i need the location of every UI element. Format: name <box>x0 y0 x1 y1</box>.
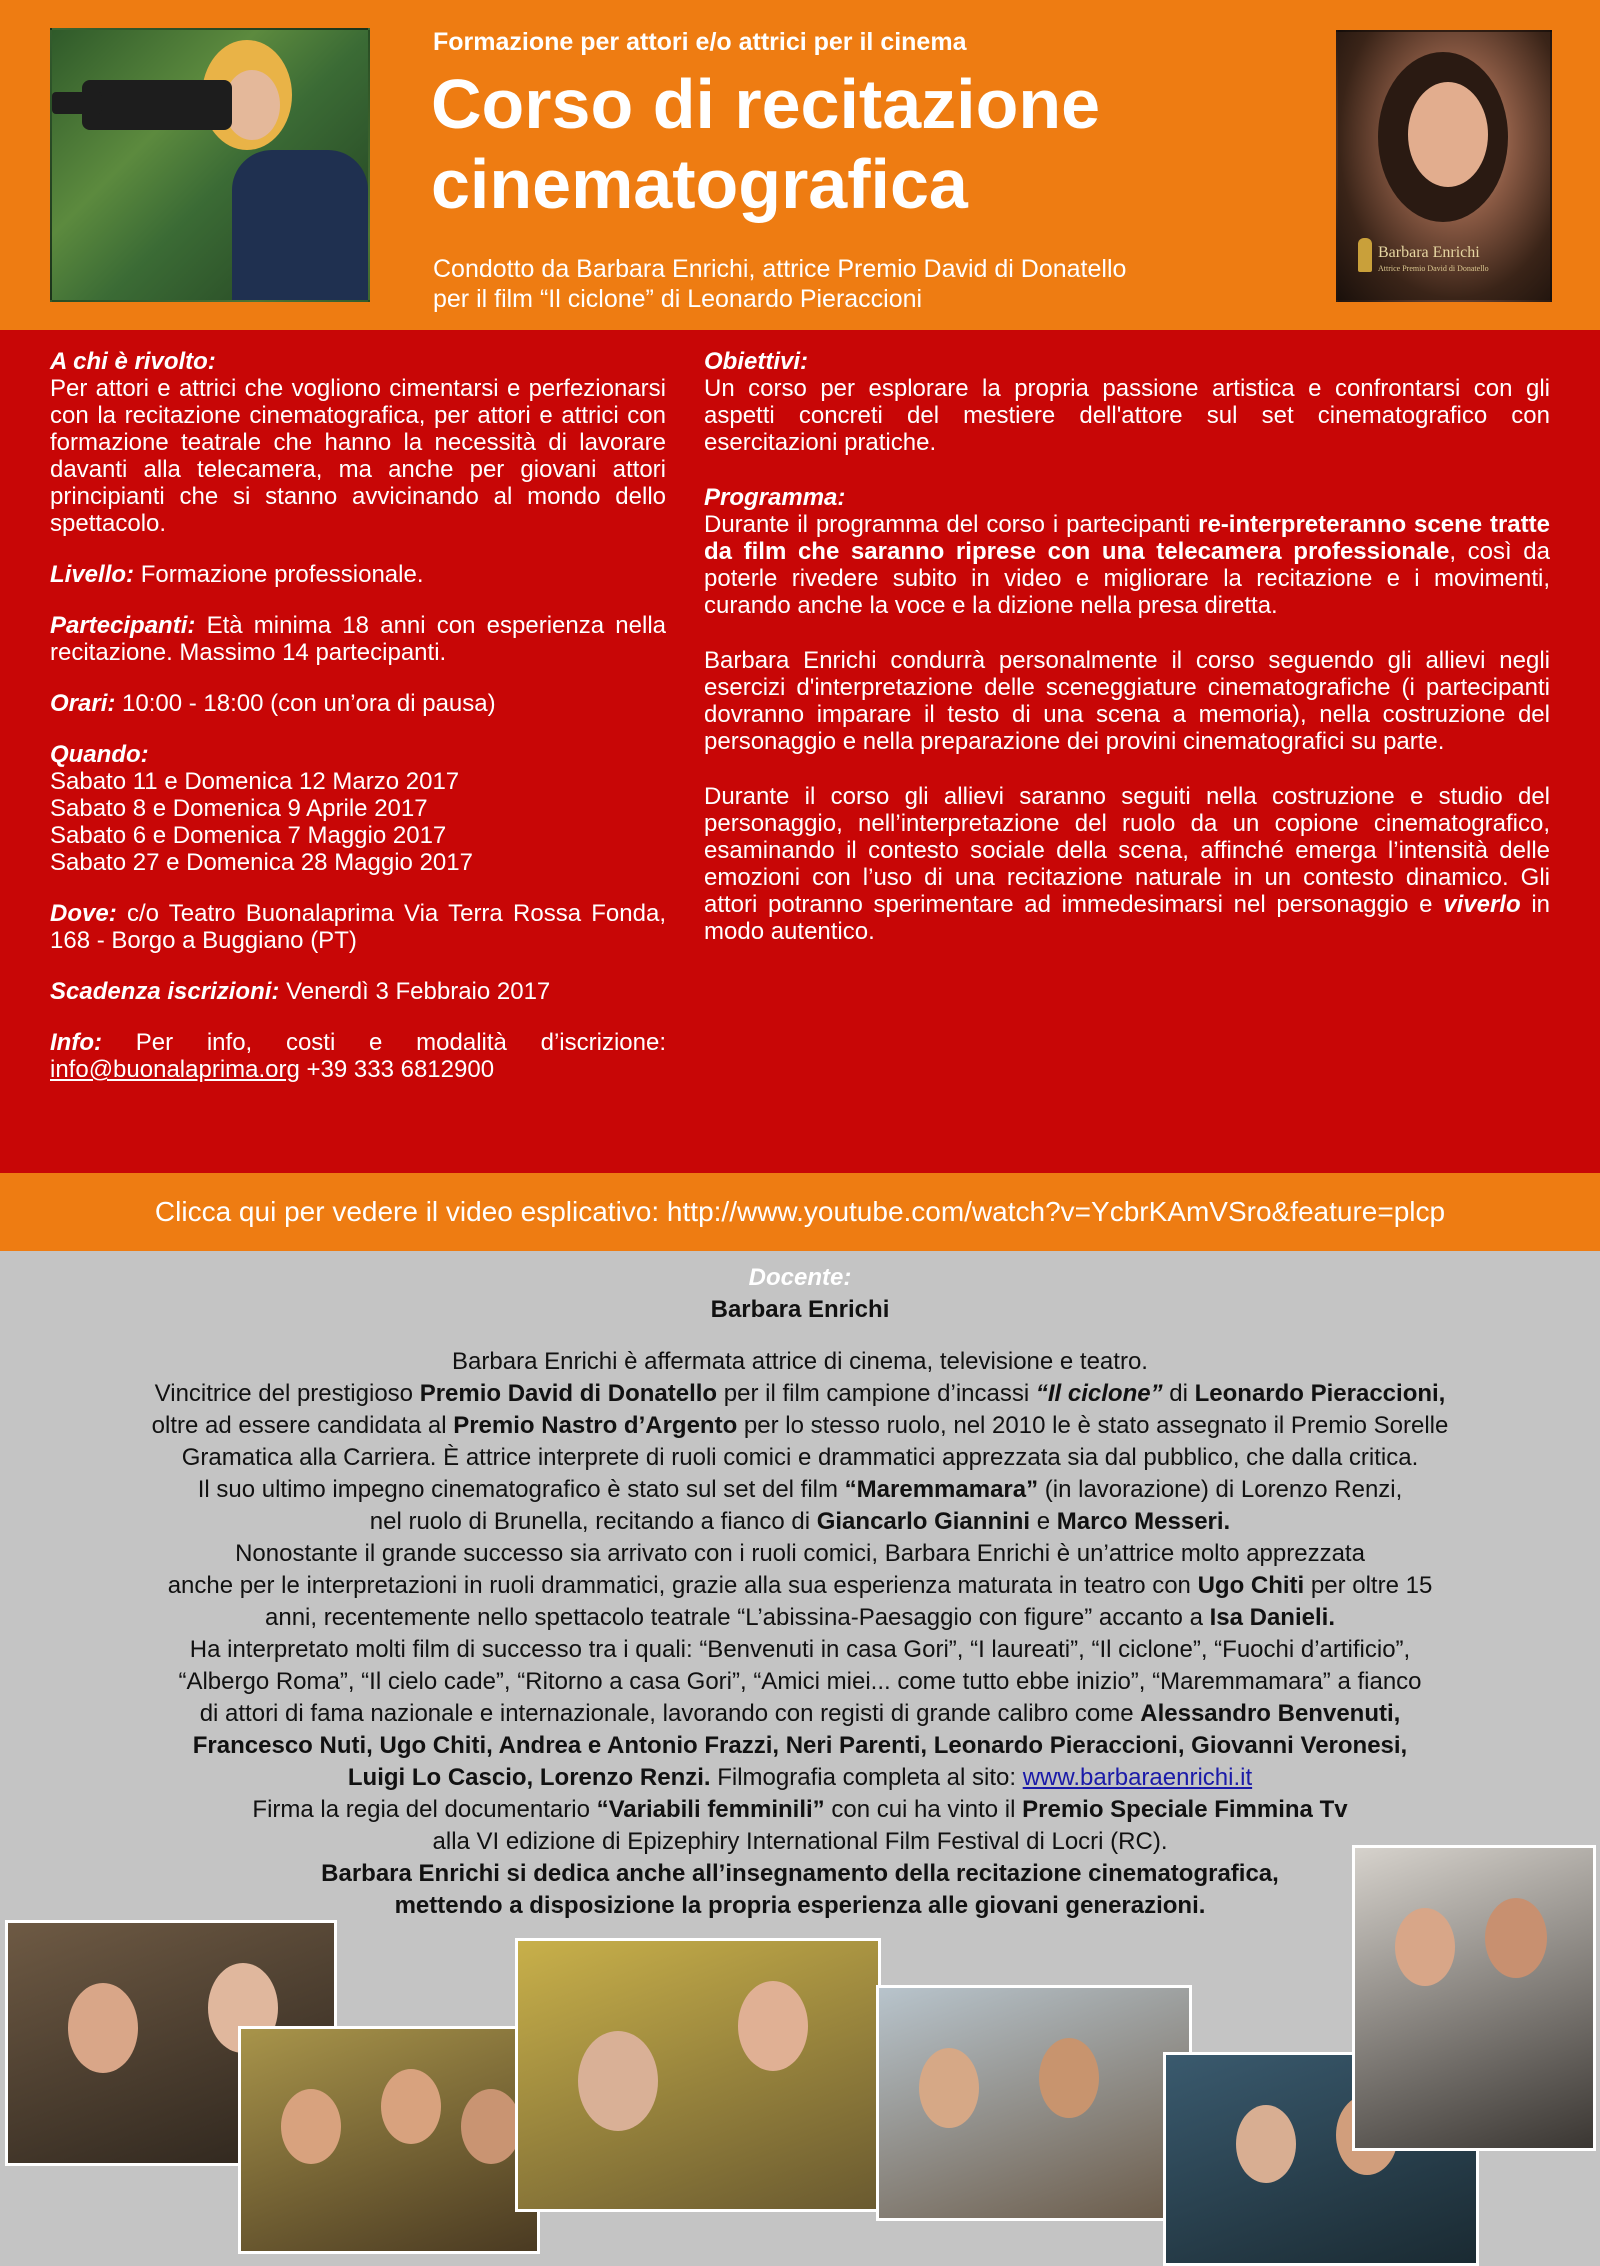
film-still-photo <box>238 2026 540 2254</box>
program-text-bold: re-interpreteranno scene tratte da film che saranno riprese con una telecamera professionale <box>704 511 1550 565</box>
participants-label: Partecipanti: <box>50 612 196 639</box>
participants-text: Età minima 18 anni con esperienza nella recitazione. Massimo 14 partecipanti. <box>50 612 666 666</box>
info-text: Per info, costi e modalità d’iscrizione: <box>135 1029 667 1056</box>
program-paragraph-3 <box>704 783 1550 945</box>
bio-line: anni, recentemente nello spettacolo teatrale “L’abissina-Paesaggio con figure” accanto a Isa Danieli. <box>265 1604 1335 1631</box>
face-shape <box>224 70 280 140</box>
when-section <box>50 741 666 876</box>
pre-title: Formazione per attori e/o attrici per il cinema <box>433 28 967 56</box>
hours-section <box>50 690 666 717</box>
date-item: Sabato 6 e Domenica 7 Maggio 2017 <box>50 822 447 849</box>
website-link[interactable]: www.barbaraenrichi.it <box>1022 1764 1253 1791</box>
bio-line: nel ruolo di Brunella, recitando a fianco di Giancarlo Giannini e Marco Messeri. <box>369 1508 1231 1535</box>
bio-line: alla VI edizione di Epizephiry International Film Festival di Locri (RC). <box>432 1828 1168 1855</box>
deadline-section <box>50 978 666 1005</box>
header-band <box>0 0 1600 330</box>
subtitle-line-1: Condotto da Barbara Enrichi, attrice Premio David di Donatello <box>433 255 1127 283</box>
teacher-section <box>40 1262 1560 1922</box>
camera-lens-shape <box>52 92 102 114</box>
deadline-label: Scadenza iscrizioni: <box>50 978 280 1005</box>
bio-line: Il suo ultimo impegno cinematografico è stato sul set del film “Maremmamara” (in lavorazione) di Lorenzo Renzi, <box>197 1476 1403 1503</box>
portrait-face-shape <box>1408 82 1488 187</box>
program-section <box>704 484 1550 619</box>
camera-operator-photo <box>50 28 370 302</box>
date-item: Sabato 27 e Domenica 28 Maggio 2017 <box>50 849 473 876</box>
level-text: Formazione professionale. <box>140 561 424 588</box>
right-column <box>704 348 1550 969</box>
teacher-name: Barbara Enrichi <box>710 1296 890 1323</box>
para3-text-post: in modo autentico. <box>704 891 1551 945</box>
program-text-pre: Durante il programma del corso i partecipanti <box>704 511 1191 538</box>
info-phone: +39 333 6812900 <box>306 1056 495 1083</box>
target-label: A chi è rivolto: <box>50 348 216 375</box>
objectives-text: Un corso per esplorare la propria passione artistica e confrontarsi con gli aspetti concreti del mestiere dell'attore sul set cinematografico con esercitazioni pratiche. <box>704 375 1550 456</box>
film-still-photo <box>1352 1845 1596 2151</box>
bio-line: Ha interpretato molti film di successo tra i quali: “Benvenuti in casa Gori”, “I laureati”, “Il ciclone”, “Fuochi d’artificio”, <box>189 1636 1411 1663</box>
participants-section <box>50 612 666 666</box>
bio-line: Firma la regia del documentario “Variabili femminili” con cui ha vinto il Premio Speciale Fimmina Tv <box>252 1796 1348 1823</box>
portrait-caption-small: Attrice Premio David di Donatello <box>1378 264 1489 273</box>
bio-line: oltre ad essere candidata al Premio Nastro d’Argento per lo stesso ruolo, nel 2010 le è stato assegnato il Premio Sorelle <box>151 1412 1449 1439</box>
left-column <box>50 348 666 1107</box>
level-label: Livello: <box>50 561 135 588</box>
date-item: Sabato 8 e Domenica 9 Aprile 2017 <box>50 795 428 822</box>
program-label: Programma: <box>704 484 846 511</box>
bio-line: mettendo a disposizione la propria esperienza alle giovani generazioni. <box>394 1892 1206 1919</box>
course-details-panel <box>0 330 1600 1173</box>
objectives-label: Obiettivi: <box>704 348 809 375</box>
info-section <box>50 1029 666 1083</box>
jacket-shape <box>232 150 368 300</box>
hours-text: 10:00 - 18:00 (con un’ora di pausa) <box>122 690 496 717</box>
bio-line: Gramatica alla Carriera. È attrice interprete di ruoli comici e drammatici apprezzata sia dal pubblico, che dalla critica. <box>181 1444 1419 1471</box>
page-title <box>431 64 1100 224</box>
info-email-link[interactable]: info@buonalaprima.org <box>50 1056 300 1083</box>
subtitle <box>433 254 1313 314</box>
date-item: Sabato 11 e Domenica 12 Marzo 2017 <box>50 768 460 795</box>
bio-line: Francesco Nuti, Ugo Chiti, Andrea e Antonio Frazzi, Neri Parenti, Leonardo Pieraccioni, Giovanni Veronesi, <box>192 1732 1408 1759</box>
target-text: Per attori e attrici che vogliono cimentarsi e perfezionarsi con la recitazione cinematografica, per attori e attrici con formazione teatrale che hanno la necessità di lavorare davanti alla telecamera, ma anche per giovani attori principianti che si stanno avvicinando al mondo dello spettacolo. <box>50 375 666 537</box>
program-paragraph-2: Barbara Enrichi condurrà personalmente il corso seguendo gli allievi negli esercizi d'interpretazione delle sceneggiature cinematografiche (i partecipanti dovranno imparare il testo di una scena a memoria), nella costruzione del personaggio e nella preparazione dei provini cinematografici su parte. <box>704 647 1550 755</box>
bio-line: “Albergo Roma”, “Il cielo cade”, “Ritorno a casa Gori”, “Amici miei... come tutto ebbe inizio”, “Maremmamara” a fianco <box>178 1668 1422 1695</box>
bio-line: di attori di fama nazionale e internazionale, lavorando con registi di grande calibro come Alessandro Benvenuti, <box>199 1700 1401 1727</box>
bio-line: Luigi Lo Cascio, Lorenzo Renzi. Filmografia completa al sito: www.barbaraenrichi.it <box>347 1764 1253 1791</box>
portrait-caption: Barbara Enrichi <box>1378 244 1480 261</box>
para3-emphasis: viverlo <box>1443 891 1521 918</box>
target-section <box>50 348 666 537</box>
info-label: Info: <box>50 1029 102 1056</box>
video-link-bar[interactable]: Clicca qui per vedere il video esplicativo: http://www.youtube.com/watch?v=YcbrKAmVSro&feature=plcp <box>0 1173 1600 1251</box>
title-line-2: cinematografica <box>431 145 968 223</box>
bio-line: anche per le interpretazioni in ruoli drammatici, grazie alla sua esperienza maturata in teatro con Ugo Chiti per oltre 15 <box>167 1572 1433 1599</box>
para3-text-pre: Durante il corso gli allievi saranno seguiti nella costruzione e studio del personaggio, nell’interpretazione del ruolo da un copione cinematografico, esaminando il contesto sociale della scena, affinché emerga l’intensità delle emozioni con l’uso di una recitazione naturale in un contesto dinamico. Gli attori potranno sperimentare ad immedesimarsi nel personaggio e <box>704 783 1550 918</box>
film-still-photo <box>876 1985 1192 2221</box>
portrait-photo <box>1336 30 1552 302</box>
title-line-1: Corso di recitazione <box>431 65 1101 143</box>
where-text: c/o Teatro Buonalaprima Via Terra Rossa Fonda, 168 - Borgo a Buggiano (PT) <box>50 900 666 954</box>
level-section <box>50 561 666 588</box>
bio-line: Vincitrice del prestigioso Premio David di Donatello per il film campione d’incassi “Il ciclone” di Leonardo Pieraccioni, <box>154 1380 1446 1407</box>
where-label: Dove: <box>50 900 117 927</box>
film-still-photo <box>515 1938 881 2212</box>
objectives-section <box>704 348 1550 456</box>
subtitle-line-2: per il film “Il ciclone” di Leonardo Pieraccioni <box>433 285 923 313</box>
bio-line: Nonostante il grande successo sia arrivato con i ruoli comici, Barbara Enrichi è un’attrice molto apprezzata <box>235 1540 1365 1567</box>
hours-label: Orari: <box>50 690 116 717</box>
award-statue-icon <box>1358 238 1372 272</box>
where-section <box>50 900 666 954</box>
bio-line: Barbara Enrichi si dedica anche all’insegnamento della recitazione cinematografica, <box>321 1860 1279 1887</box>
program-text-post: , così da poterle rivedere subito in video e migliorare la recitazione e i movimenti, curando anche la voce e la dizione nella presa diretta. <box>704 538 1550 619</box>
video-camera-shape <box>82 80 232 130</box>
bio-line: Barbara Enrichi è affermata attrice di cinema, televisione e teatro. <box>452 1348 1148 1375</box>
when-label: Quando: <box>50 741 149 768</box>
teacher-label: Docente: <box>748 1264 852 1291</box>
deadline-text: Venerdì 3 Febbraio 2017 <box>286 978 551 1005</box>
